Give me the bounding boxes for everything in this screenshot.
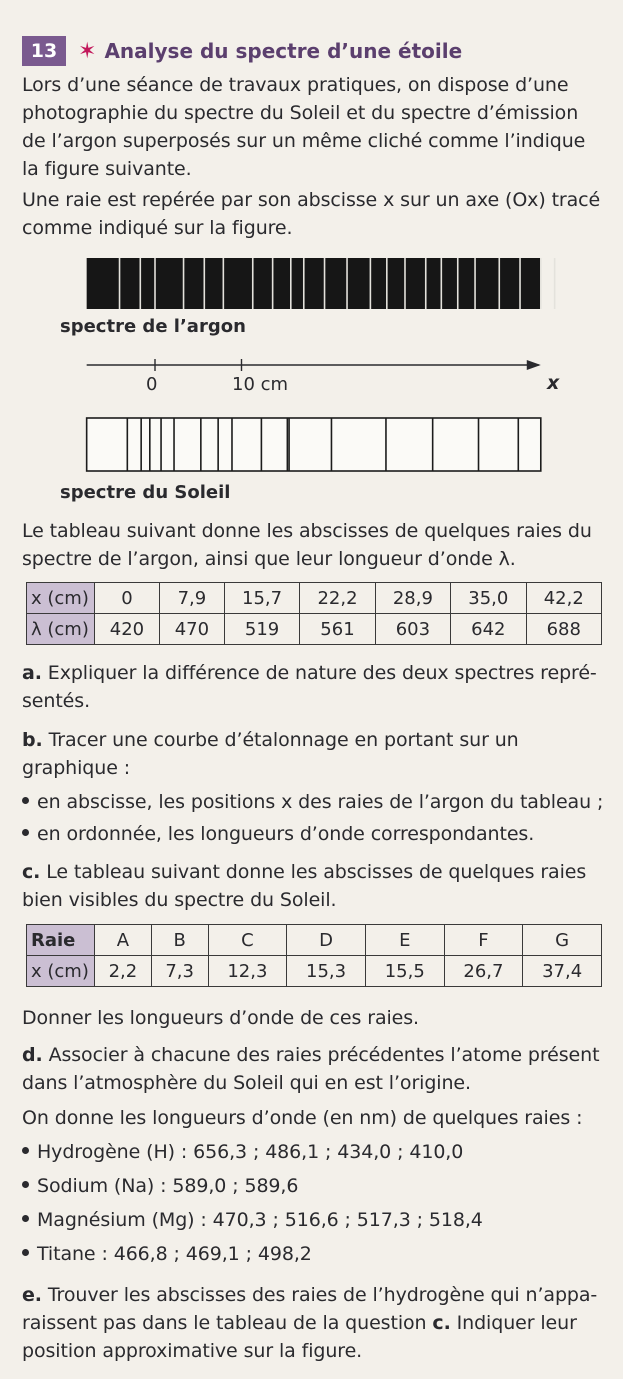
intro-line: comme indiqué sur la figure.	[22, 217, 293, 239]
list-item	[22, 820, 534, 848]
sun-spectrum-band	[87, 418, 541, 471]
sun-spectrum-label: spectre du Soleil	[60, 482, 231, 503]
axis-ten-label: 10 cm	[232, 374, 289, 395]
question-ref: c.	[432, 1312, 451, 1334]
exercise-number-badge: 13	[22, 36, 66, 66]
table-row	[27, 925, 602, 956]
table-cell: 15,3	[287, 956, 366, 987]
intro-line: de l’argon superposés sur un même cliché comme l’indique	[22, 130, 586, 152]
table-cell: A	[95, 925, 152, 956]
question-a	[22, 659, 597, 687]
table-row	[27, 956, 602, 987]
table1-intro-line: spectre de l’argon, ainsi que leur longueur d’onde λ.	[22, 548, 516, 570]
table-cell: 470	[159, 614, 224, 645]
question-label: a.	[22, 662, 42, 684]
table-cell: G	[523, 925, 602, 956]
question-d-line: dans l’atmosphère du Soleil qui en est l’origine.	[22, 1072, 471, 1094]
table-cell: 7,3	[151, 956, 208, 987]
question-text: raissent pas dans le tableau de la question	[22, 1312, 433, 1334]
list-item-text: en ordonnée, les longueurs d’onde correspondantes.	[37, 823, 535, 845]
question-text: Indiquer leur	[450, 1312, 577, 1334]
table-cell: C	[208, 925, 287, 956]
table-cell: 0	[95, 583, 160, 614]
intro-line: photographie du spectre du Soleil et du spectre d’émission	[22, 102, 579, 124]
table-row	[27, 614, 602, 645]
list-item-text: Hydrogène (H) : 656,3 ; 486,1 ; 434,0 ; 410,0	[37, 1141, 464, 1163]
table-cell: 28,9	[375, 583, 450, 614]
intro-line: la figure suivante.	[22, 158, 192, 180]
list-item-text: en abscisse, les positions x des raies de l’argon du tableau ;	[37, 791, 604, 813]
bullet-icon	[22, 1249, 29, 1256]
exercise-title: Analyse du spectre d’une étoile	[104, 39, 463, 63]
spectra-figure	[0, 250, 623, 510]
sun-band-background	[87, 418, 541, 471]
table-cell: 15,7	[224, 583, 299, 614]
table-cell: 2,2	[95, 956, 152, 987]
table-cell: 688	[526, 614, 601, 645]
table-cell: 26,7	[444, 956, 523, 987]
table-header-cell: λ (cm)	[27, 614, 95, 645]
list-item-text: Magnésium (Mg) : 470,3 ; 516,6 ; 517,3 ; 518,4	[37, 1209, 483, 1231]
bullet-icon	[22, 1181, 29, 1188]
question-text: Tracer une courbe d’étalonnage en portant sur un	[42, 729, 519, 751]
list-item	[22, 788, 603, 816]
table-header-cell: x (cm)	[27, 583, 95, 614]
question-d-given: On donne les longueurs d’onde (en nm) de quelques raies :	[22, 1107, 583, 1129]
table-cell: 12,3	[208, 956, 287, 987]
question-c-after: Donner les longueurs d’onde de ces raies.	[22, 1007, 419, 1029]
list-item	[22, 1240, 312, 1268]
question-e-line	[22, 1309, 577, 1337]
question-text: Expliquer la différence de nature des deux spectres repré-	[41, 662, 597, 684]
argon-spectrum-band	[87, 258, 555, 309]
table-header-cell: Raie	[27, 925, 95, 956]
question-text: Le tableau suivant donne les abscisses de quelques raies	[40, 861, 587, 883]
question-label: c.	[22, 861, 41, 883]
table-row	[27, 583, 602, 614]
table-cell: 37,4	[523, 956, 602, 987]
table-cell: 420	[95, 614, 160, 645]
list-item	[22, 1172, 298, 1200]
table-cell: 519	[224, 614, 299, 645]
bullet-icon	[22, 1147, 29, 1154]
sun-lines-table	[26, 924, 602, 987]
table-cell: 7,9	[159, 583, 224, 614]
list-item-text: Titane : 466,8 ; 469,1 ; 498,2	[37, 1243, 312, 1265]
table-cell: 603	[375, 614, 450, 645]
question-text: Trouver les abscisses des raies de l’hydrogène qui n’appa-	[41, 1284, 598, 1306]
question-c-line: bien visibles du spectre du Soleil.	[22, 889, 337, 911]
list-item-text: Sodium (Na) : 589,0 ; 589,6	[37, 1175, 299, 1197]
star-icon: ✶	[78, 38, 97, 64]
list-item	[22, 1206, 483, 1234]
table-cell: E	[365, 925, 444, 956]
exercise-header	[22, 36, 462, 66]
table-cell: 15,5	[365, 956, 444, 987]
table1-intro-line: Le tableau suivant donne les abscisses de quelques raies du	[22, 520, 592, 542]
question-label: e.	[22, 1284, 42, 1306]
question-c	[22, 858, 586, 886]
table-cell: 642	[451, 614, 526, 645]
question-d	[22, 1041, 599, 1069]
question-a-line: sentés.	[22, 690, 91, 712]
table-cell: 22,2	[300, 583, 375, 614]
table-cell: 35,0	[451, 583, 526, 614]
bullet-icon	[22, 1215, 29, 1222]
arrow-icon	[527, 360, 541, 370]
question-e	[22, 1281, 597, 1309]
axis-zero-label: 0	[146, 374, 158, 395]
intro-line: Lors d’une séance de travaux pratiques, on dispose d’une	[22, 74, 569, 96]
argon-table	[26, 582, 602, 645]
axis-x-label: x	[547, 372, 560, 394]
question-text: Associer à chacune des raies précédentes l’atome présent	[42, 1044, 600, 1066]
table-cell: 561	[300, 614, 375, 645]
intro-line: Une raie est repérée par son abscisse x sur un axe (Ox) tracé	[22, 189, 601, 211]
table-cell: D	[287, 925, 366, 956]
bullet-icon	[22, 829, 29, 836]
table-cell: 42,2	[526, 583, 601, 614]
question-b	[22, 726, 519, 754]
table-cell: B	[151, 925, 208, 956]
argon-spectrum-label: spectre de l’argon	[60, 316, 246, 337]
question-label: b.	[22, 729, 43, 751]
list-item	[22, 1138, 463, 1166]
question-label: d.	[22, 1044, 43, 1066]
x-axis	[87, 359, 541, 371]
table-cell: F	[444, 925, 523, 956]
question-b-line: graphique :	[22, 757, 131, 779]
question-e-line: position approximative sur la figure.	[22, 1340, 363, 1362]
table-header-cell: x (cm)	[27, 956, 95, 987]
bullet-icon	[22, 797, 29, 804]
